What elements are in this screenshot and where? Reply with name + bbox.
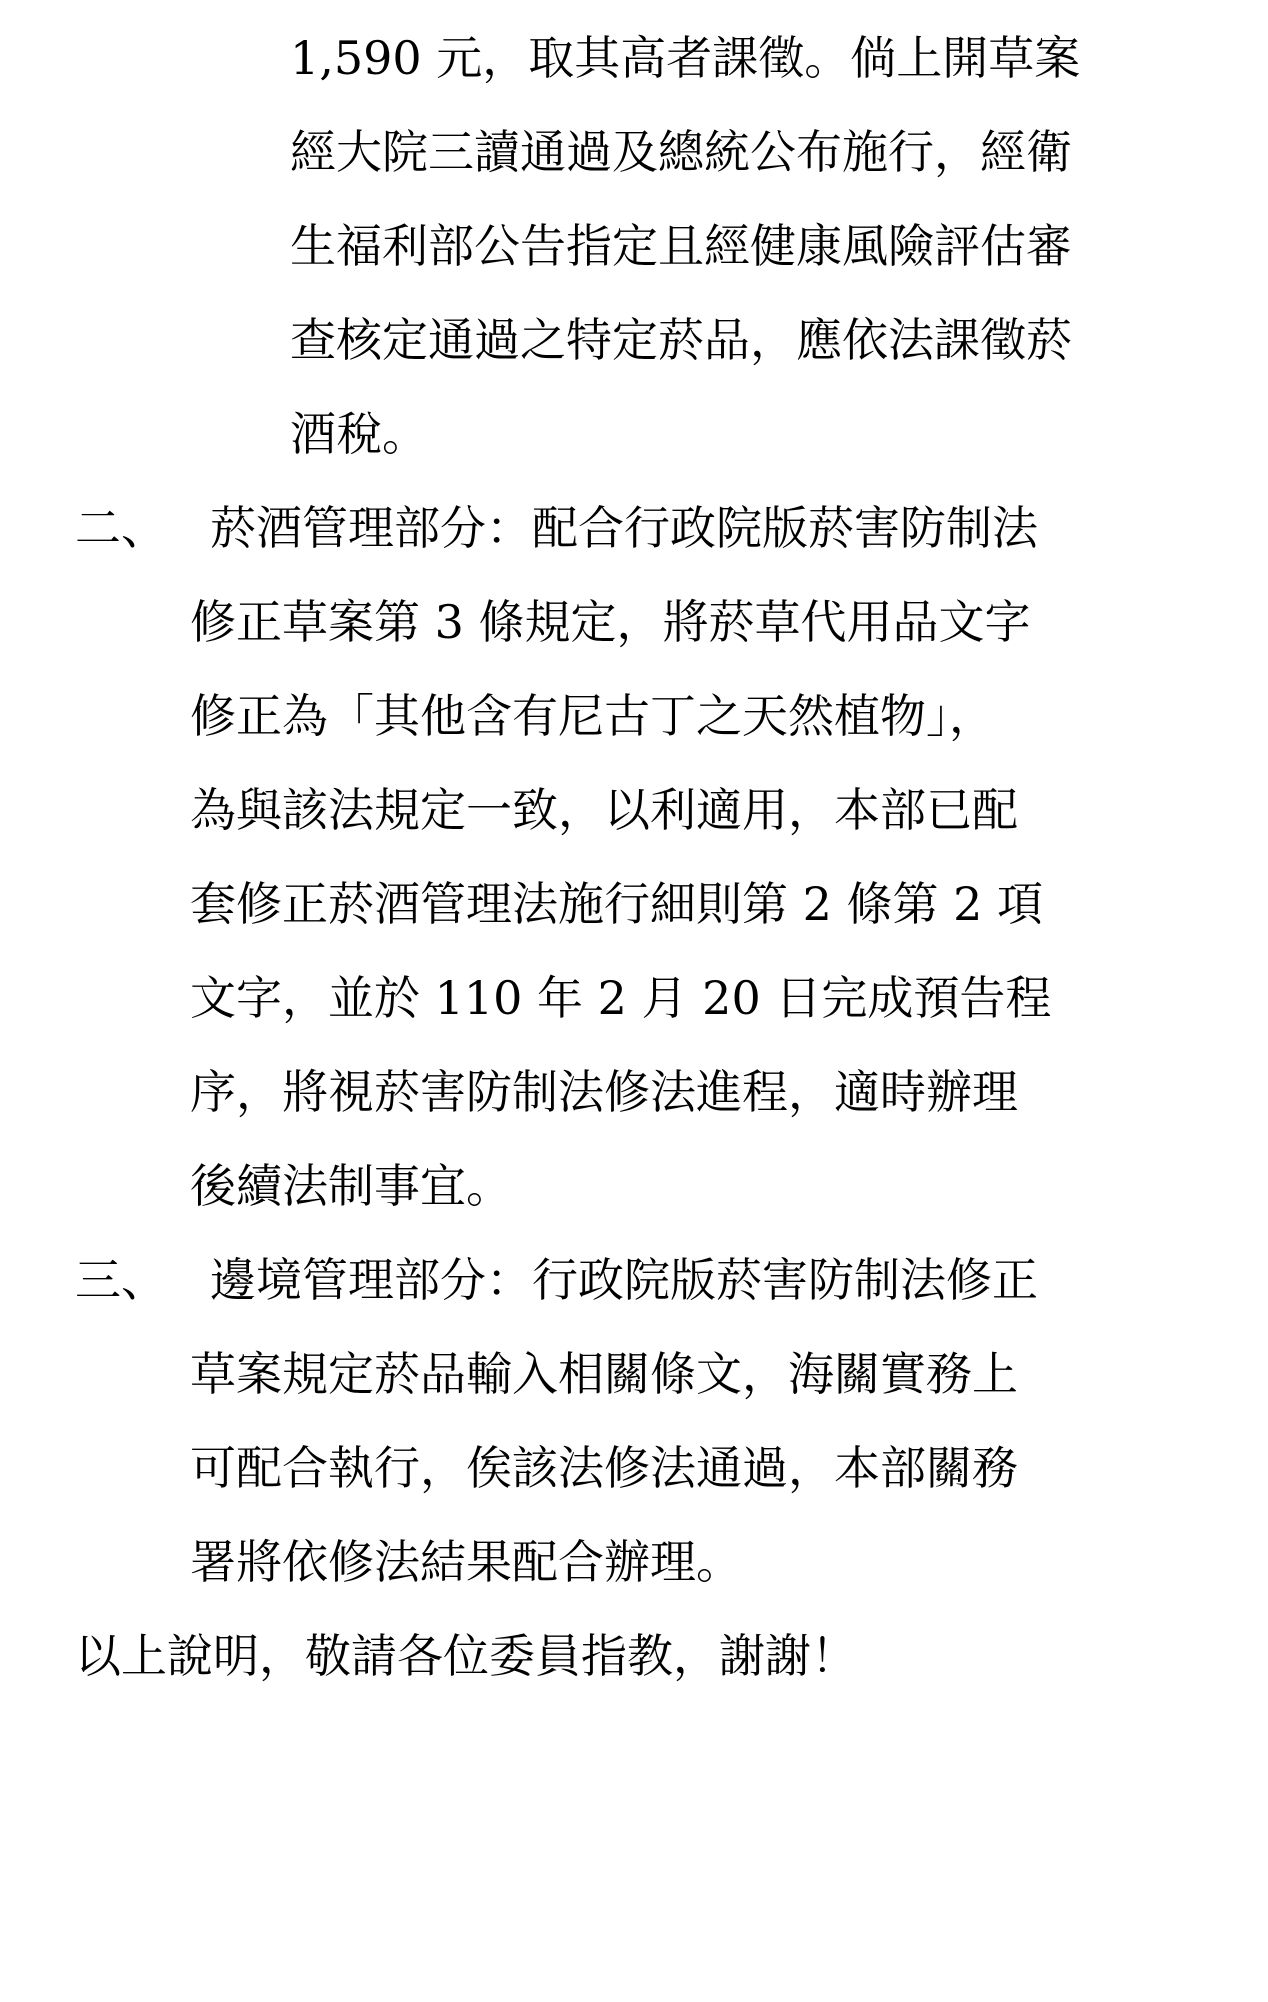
paragraph-line: 邊境管理部分：行政院版菸害防制法修正 [210, 1253, 1038, 1307]
paragraph-line: 可配合執行，俟該法修法通過，本部關務 [190, 1441, 1018, 1495]
paragraph-line: 生福利部公告指定且經健康風險評估審 [290, 219, 1072, 273]
paragraph-line: 草案規定菸品輸入相關條文，海關實務上 [190, 1347, 1018, 1401]
paragraph-line: 經大院三讀通過及總統公布施行，經衛 [290, 125, 1072, 179]
paragraph-line: 為與該法規定一致，以利適用，本部已配 [190, 783, 1018, 837]
item-number: 二、 [75, 501, 167, 555]
paragraph-line: 序，將視菸害防制法修法進程，適時辦理 [190, 1065, 1018, 1119]
closing-remark: 以上說明，敬請各位委員指教，謝謝！ [75, 1629, 857, 1683]
paragraph-line: 菸酒管理部分：配合行政院版菸害防制法 [210, 501, 1038, 555]
paragraph-line: 文字，並於 110 年 2 月 20 日完成預告程 [190, 971, 1052, 1025]
paragraph-line: 套修正菸酒管理法施行細則第 2 條第 2 項 [190, 877, 1044, 931]
paragraph-line: 後續法制事宜。 [190, 1159, 512, 1213]
paragraph-line: 署將依修法結果配合辦理。 [190, 1535, 742, 1589]
item-number: 三、 [75, 1253, 167, 1307]
paragraph-line: 1,590 元，取其高者課徵。倘上開草案 [290, 31, 1081, 85]
paragraph-line: 酒稅。 [290, 407, 428, 461]
paragraph-line: 修正為「其他含有尼古丁之天然植物」， [190, 689, 995, 743]
paragraph-line: 修正草案第 3 條規定，將菸草代用品文字 [190, 595, 1031, 649]
paragraph-line: 查核定通過之特定菸品，應依法課徵菸 [290, 313, 1072, 367]
